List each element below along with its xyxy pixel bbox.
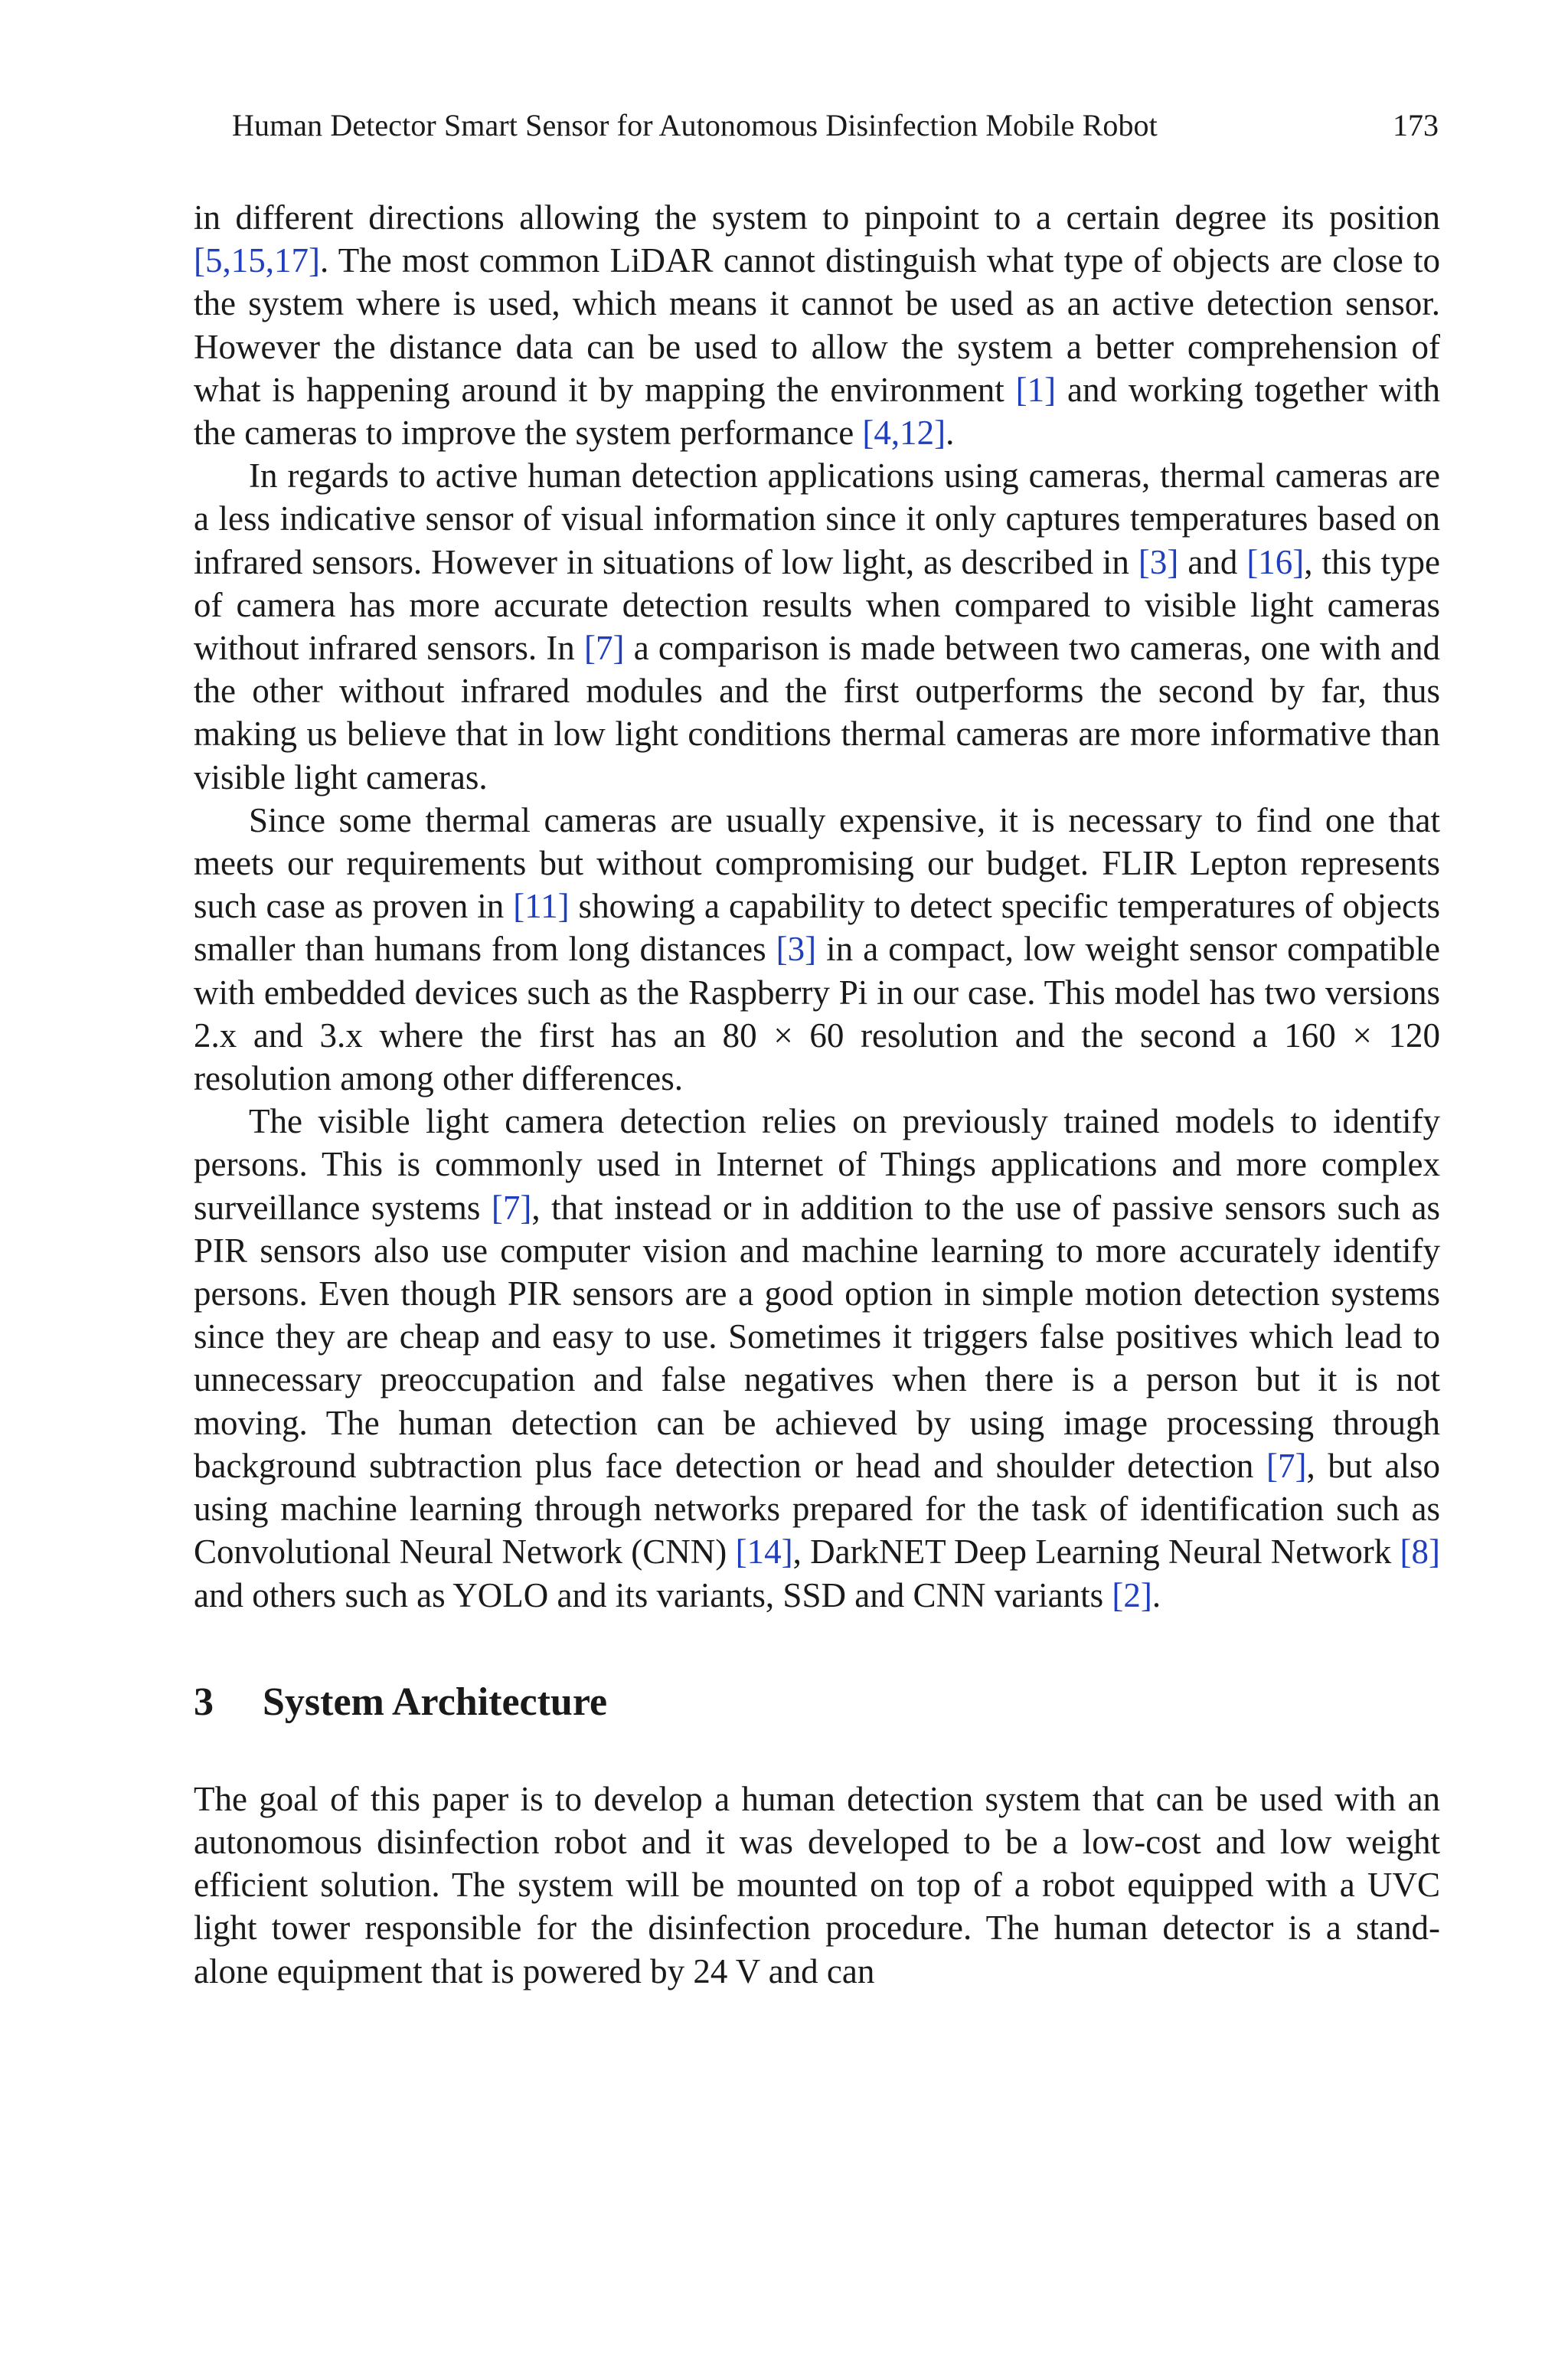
- citation-link[interactable]: [3]: [1138, 542, 1179, 581]
- paragraph-text: in different directions allowing the system to pinpoint to a certain degree its position: [194, 198, 1440, 237]
- citation-link[interactable]: [14]: [735, 1532, 793, 1572]
- citation-link[interactable]: ,: [265, 241, 274, 280]
- paragraph-text: showing a capability to detect specific temperatures of objects smaller than humans from long distances: [194, 887, 1440, 969]
- citation-link[interactable]: 17: [274, 241, 309, 280]
- running-head: [232, 104, 1440, 147]
- paragraph-text: In regards to active human detection applications using cameras, thermal cameras are a less indicative sensor of visual information since it only captures temperatures based on infrared sensors. However in situations of low light, as described in: [194, 456, 1440, 581]
- paragraph-text: , but also using machine learning through networks prepared for the task of identification such as Convolutional Neural Network (CNN): [194, 1446, 1440, 1572]
- paragraph-text: .: [1152, 1575, 1161, 1614]
- paragraph-text: Since some thermal cameras are usually expensive, it is necessary to find one that meets our requirements but without compromising our budget. FLIR Lepton represents such case as proven in: [194, 800, 1440, 926]
- citation-link[interactable]: [7]: [491, 1188, 532, 1227]
- citation-link[interactable]: [3]: [776, 930, 817, 969]
- citation-link[interactable]: [2]: [1112, 1575, 1152, 1614]
- running-title: Human Detector Smart Sensor for Autonomous Disinfection Mobile Robot: [232, 108, 1158, 142]
- paragraph-text: The goal of this paper is to develop a human detection system that can be used with an autonomous disinfection robot and it was developed to be a low-cost and low weight efficient solution. The system will be mounted on top of a robot equipped with a UVC light tower responsible for the disinfection procedure. The human detector is a stand-alone equipment that is powered by 24 V and can: [194, 1779, 1440, 1990]
- citation-link[interactable]: ]: [309, 241, 320, 280]
- citation-link[interactable]: [7]: [584, 629, 625, 668]
- citation-link[interactable]: [16]: [1246, 542, 1305, 581]
- paragraph: [194, 1100, 1440, 1616]
- section-heading: [194, 1678, 1440, 1727]
- paragraph-text: in a compact, low weight sensor compatible with embedded devices such as the Raspberry Pi in our case. This model has two versions 2.x and 3.x where the first has an 80 × 60 resolution and the second a 160 × 120 resolution among other differences.: [194, 930, 1440, 1098]
- citation-link[interactable]: [7]: [1266, 1446, 1307, 1485]
- citation-link[interactable]: 5: [205, 241, 223, 280]
- paragraph: [194, 799, 1440, 1100]
- citation-link[interactable]: [8]: [1400, 1532, 1441, 1572]
- paragraph-text: , this type of camera has more accurate detection results when compared to visible light cameras without infrared sensors. In: [194, 542, 1440, 668]
- paragraph-text: The visible light camera detection relies on previously trained models to identify persons. This is commonly used in Internet of Things applications and more complex surveillance systems: [194, 1102, 1440, 1227]
- citation-link[interactable]: [4,12]: [862, 414, 946, 453]
- body-paragraphs: [194, 196, 1440, 1617]
- section-paragraphs: [194, 1778, 1440, 1993]
- paragraph: [194, 196, 1440, 454]
- paragraph-text: and: [1178, 542, 1247, 581]
- paragraph-text: . The most common LiDAR cannot distinguish what type of objects are close to the system where is used, which means it cannot be used as an active detection sensor. However the distance data can be used to allow the system a better comprehension of what is happening around it by mapping the environment: [194, 241, 1440, 409]
- paragraph-text: , that instead or in addition to the use of passive sensors such as PIR sensors also use computer vision and machine learning to more accurately identify persons. Even though PIR sensors are a good option in simple motion detection systems since they are cheap and easy to use. Sometimes it triggers false positives which lead to unnecessary preoccupation and false negatives when there is a person but it is not moving. The human detection can be achieved by using image processing through background subtraction plus face detection or head and shoulder detection: [194, 1188, 1440, 1485]
- paragraph-text: and others such as YOLO and its variants, SSD and CNN variants: [194, 1575, 1112, 1614]
- paragraph-text: .: [946, 414, 955, 453]
- paragraph-text: and working together with the cameras to improve the system performance: [194, 370, 1440, 453]
- paragraph: [194, 1778, 1440, 1993]
- paragraph: [194, 454, 1440, 799]
- section-number: 3: [194, 1680, 214, 1724]
- citation-link[interactable]: ,: [222, 241, 231, 280]
- citation-link[interactable]: 15: [230, 241, 266, 280]
- citation-link[interactable]: [11]: [513, 887, 570, 926]
- citation-link[interactable]: [: [194, 241, 205, 280]
- paper-page: [194, 104, 1440, 1993]
- paragraph-text: , DarkNET Deep Learning Neural Network: [792, 1532, 1400, 1572]
- citation-link[interactable]: [1]: [1015, 370, 1057, 409]
- paragraph-text: a comparison is made between two cameras, one with and the other without infrared modules and the first outperforms the second by far, thus making us believe that in low light conditions thermal cameras are more informative than visible light cameras.: [194, 629, 1441, 796]
- page-number: 173: [1393, 108, 1439, 142]
- section-title: System Architecture: [263, 1680, 608, 1724]
